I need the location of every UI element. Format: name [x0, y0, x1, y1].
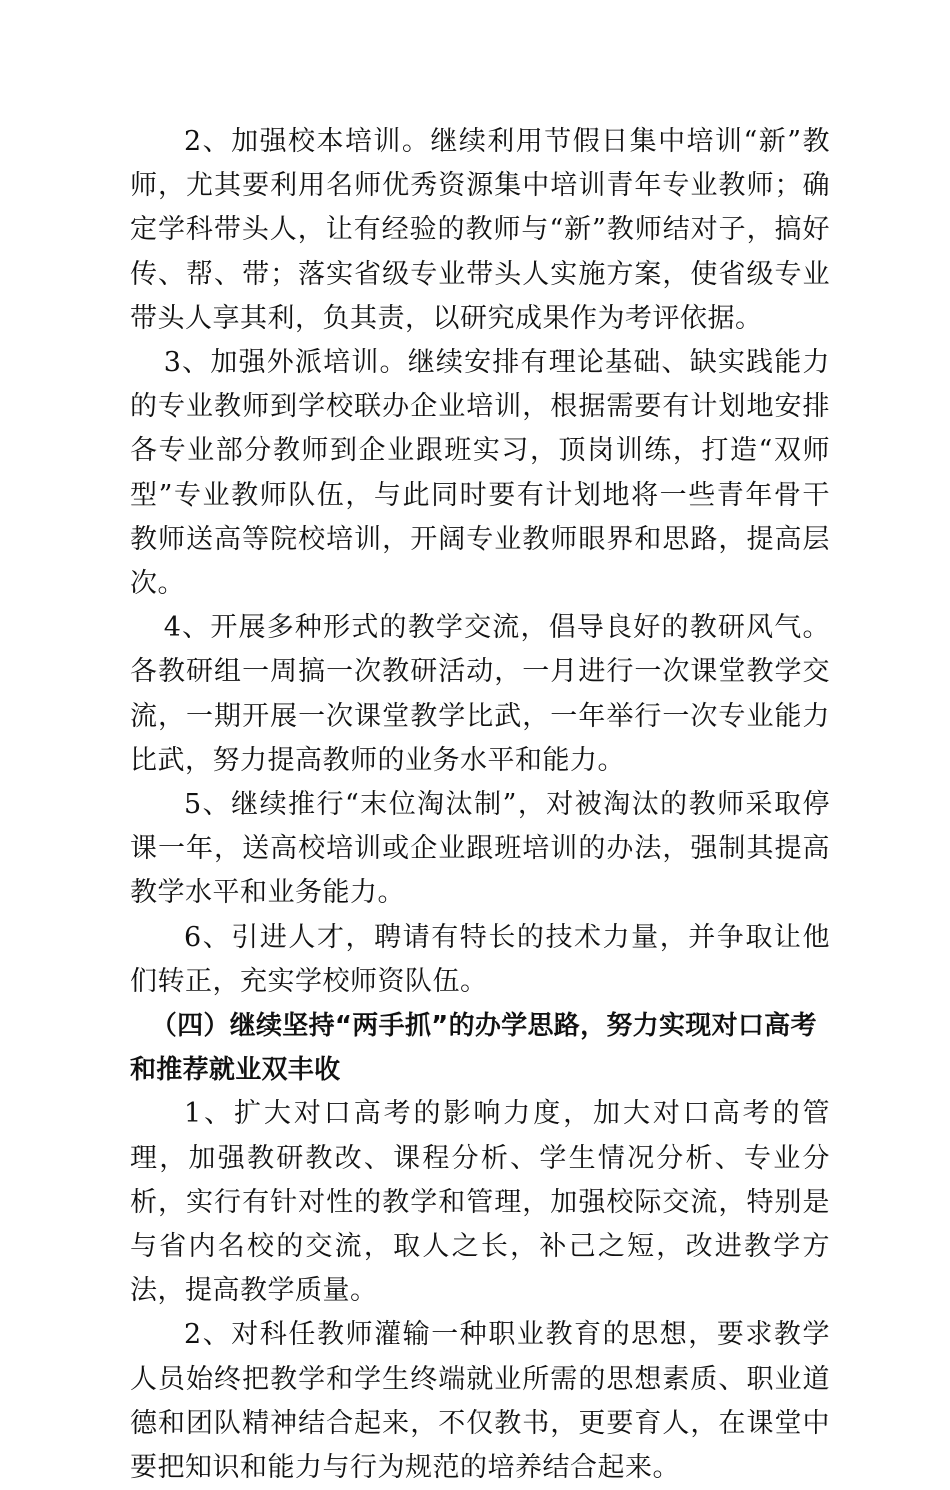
paragraph-external-training: 3、加强外派培训。继续安排有理论基础、缺实践能力的专业教师到学校联办企业培训，根据需要有计划地安排各专业部分教师到企业跟班实习，顶岗训练，打造“双师型”专业教师队伍，与此同时要有计划地将一些青年骨干教师送高等院校培训，开阔专业教师眼界和思路，提高层次。 — [130, 347, 830, 600]
paragraph-vocational-education: 2、对科任教师灌输一种职业教育的思想，要求教学人员始终把教学和学生终端就业所需的思想素质、职业道德和团队精神结合起来，不仅教书，更要育人，在课堂中要把知识和能力与行为规范的培养结合起来。 — [130, 1319, 830, 1484]
paragraph-teaching-exchange: 4、开展多种形式的教学交流，倡导良好的教研风气。各教研组一周搞一次教研活动，一月进行一次课堂教学交流，一期开展一次课堂教学比武，一年举行一次专业能力比武，努力提高教师的业务水平和能力。 — [130, 612, 830, 776]
paragraph-college-exam: 1、扩大对口高考的影响力度，加大对口高考的管理，加强教研教改、课程分析、学生情况分析、专业分析，实行有针对性的教学和管理，加强校际交流，特别是与省内名校的交流，取人之长，补己之短，改进教学方法，提高教学质量。 — [130, 1098, 830, 1307]
section-heading: （四）继续坚持“两手抓”的办学思路，努力实现对口高考和推荐就业双丰收 — [130, 1011, 817, 1086]
document-page — [130, 120, 830, 1490]
paragraph-elimination-system: 5、继续推行“末位淘汰制”，对被淘汰的教师采取停课一年，送高校培训或企业跟班培训的办法，强制其提高教学水平和业务能力。 — [130, 789, 830, 909]
paragraph-talent-introduction: 6、引进人才，聘请有特长的技术力量，并争取让他们转正，充实学校师资队伍。 — [130, 921, 830, 997]
paragraph-school-training: 2、加强校本培训。继续利用节假日集中培训“新”教师，尤其要利用名师优秀资源集中培训青年专业教师；确定学科带头人，让有经验的教师与“新”教师结对子，搞好传、帮、带；落实省级专业带头人实施方案，使省级专业带头人享其利，负其责，以研究成果作为考评依据。 — [130, 126, 830, 334]
